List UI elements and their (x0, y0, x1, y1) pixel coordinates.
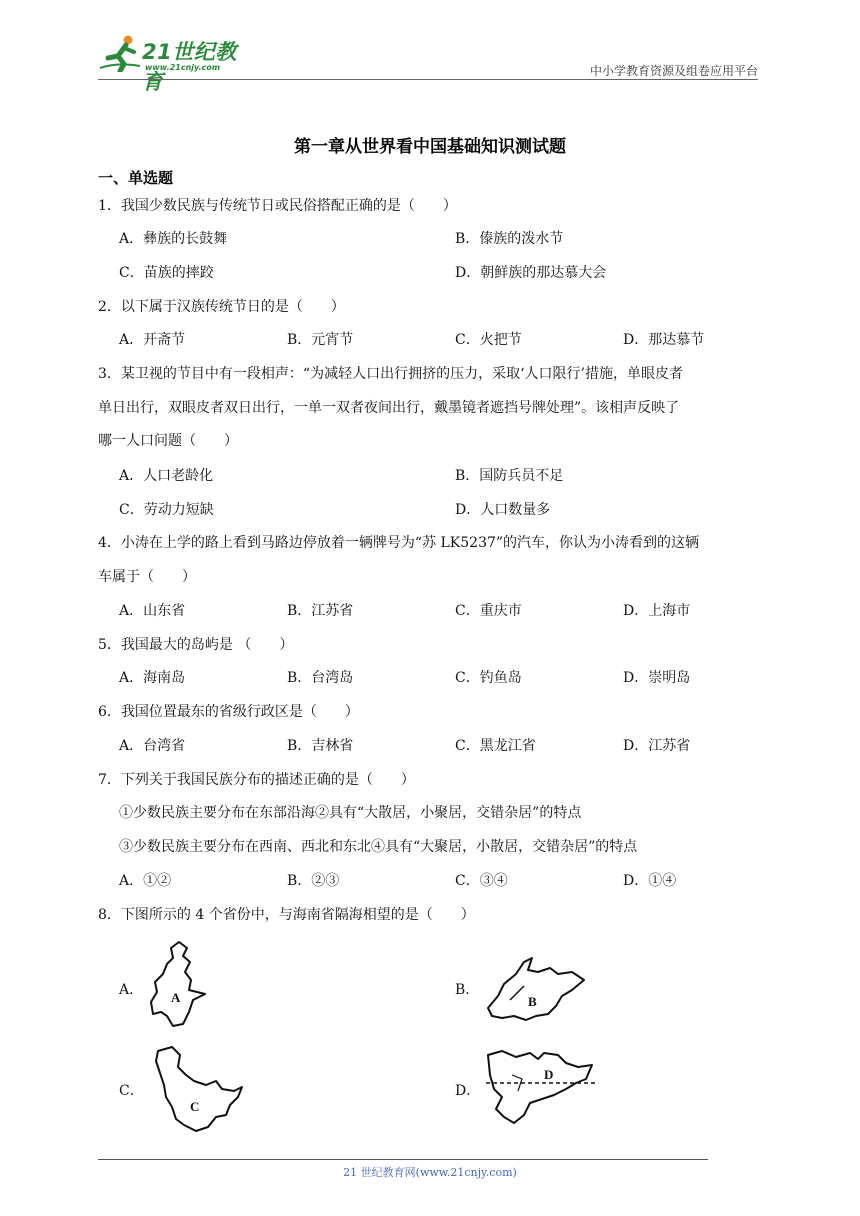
map-a-letter: A (171, 990, 181, 1005)
header-platform-text: 中小学教育资源及组卷应用平台 (589, 64, 758, 78)
province-map-a (145, 940, 215, 1030)
question-2-option-a: A．开斋节 (119, 332, 186, 348)
logo-text: 21世纪教育 (142, 40, 237, 94)
question-5-option-b: B．台湾岛 (287, 670, 354, 686)
logo-url: www.21cnjy.com (145, 63, 221, 72)
question-7-statement-3-4: ③少数民族主要分布在西南、西北和东北④具有“大聚居，小散居，交错杂居”的特点 (119, 839, 638, 855)
question-3-option-c: C．劳动力短缺 (119, 502, 214, 518)
header-divider (98, 79, 758, 80)
question-2-option-c: C．火把节 (455, 332, 522, 348)
question-6-option-a: A．台湾省 (119, 738, 186, 754)
question-6-stem: 6．我国位置最东的省级行政区是（ ） (98, 704, 359, 720)
question-4-option-b: B．江苏省 (287, 603, 354, 619)
question-6-option-c: C．黑龙江省 (455, 738, 536, 754)
question-3-stem-line-3: 哪一人口问题（ ） (98, 433, 238, 449)
question-6-option-d: D．江苏省 (623, 738, 691, 754)
question-7-statement-1-2: ①少数民族主要分布在东部沿海②具有“大散居，小聚居，交错杂居”的特点 (119, 805, 582, 821)
question-3-stem-line-1: 3．某卫视的节目中有一段相声：“为减轻人口出行拥挤的压力，采取‘人口限行’措施，单眼皮者 (98, 366, 683, 382)
question-1-stem: 1．我国少数民族与传统节日或民俗搭配正确的是（ ） (98, 198, 457, 214)
question-4-option-d: D．上海市 (623, 603, 691, 619)
question-2-option-b: B．元宵节 (287, 332, 354, 348)
question-6-option-b: B．吉林省 (287, 738, 354, 754)
runner-logo-icon (98, 34, 142, 72)
question-5-option-a: A．海南岛 (119, 670, 186, 686)
question-4-stem-line-1: 4．小涛在上学的路上看到马路边停放着一辆牌号为“苏 LK5237”的汽车，你认为小涛看到的这辆 (98, 535, 700, 551)
question-1-option-a: A．彝族的长鼓舞 (119, 231, 228, 247)
question-2-stem: 2．以下属于汉族传统节日的是（ ） (98, 299, 345, 315)
question-1-option-d: D．朝鲜族的那达慕大会 (455, 265, 607, 281)
question-4-option-c: C．重庆市 (455, 603, 522, 619)
question-4-option-a: A．山东省 (119, 603, 186, 619)
map-c-letter: C (190, 1099, 200, 1114)
question-3-option-d: D．人口数量多 (455, 502, 551, 518)
question-1-option-b: B．傣族的泼水节 (455, 231, 564, 247)
question-5-option-d: D．崇明岛 (623, 670, 691, 686)
question-8-stem: 8．下图所示的 4 个省份中，与海南省隔海相望的是（ ） (98, 907, 475, 923)
page-header (98, 32, 758, 94)
question-2-option-d: D．那达慕节 (623, 332, 705, 348)
province-map-d (482, 1045, 602, 1130)
question-8-option-a: A． (119, 982, 144, 998)
question-8-option-d: D． (455, 1083, 481, 1099)
page-title: 第一章从世界看中国基础知识测试题 (294, 137, 566, 157)
map-d-letter: D (544, 1067, 554, 1082)
footer-divider (98, 1159, 708, 1160)
question-7-option-c: C．③④ (455, 873, 508, 889)
question-5-option-c: C．钓鱼岛 (455, 670, 522, 686)
question-1-option-c: C．苗族的摔跤 (119, 265, 214, 281)
question-7-option-a: A．①② (119, 873, 172, 889)
site-logo (98, 32, 258, 94)
question-8-option-b: B． (455, 982, 480, 998)
question-3-option-b: B．国防兵员不足 (455, 468, 564, 484)
question-3-option-a: A．人口老龄化 (119, 468, 214, 484)
question-8-option-c: C． (119, 1083, 144, 1099)
question-5-stem: 5．我国最大的岛屿是 （ ） (98, 637, 294, 653)
question-7-option-d: D．①④ (623, 873, 677, 889)
question-3-stem-line-2: 单日出行，双眼皮者双日出行，一单一双者夜间出行，戴墨镜者遮挡号牌处理”。该相声反映了 (98, 400, 680, 416)
province-map-b (480, 950, 590, 1025)
province-map-c (150, 1045, 250, 1135)
question-7-stem: 7．下列关于我国民族分布的描述正确的是（ ） (98, 772, 415, 788)
question-7-option-b: B．②③ (287, 873, 340, 889)
map-b-letter: B (528, 994, 537, 1009)
footer-source: 21 世纪教育网(www.21cnjy.com) (343, 1166, 517, 1179)
section-heading: 一、单选题 (98, 169, 174, 187)
question-4-stem-line-2: 车属于（ ） (98, 569, 196, 585)
